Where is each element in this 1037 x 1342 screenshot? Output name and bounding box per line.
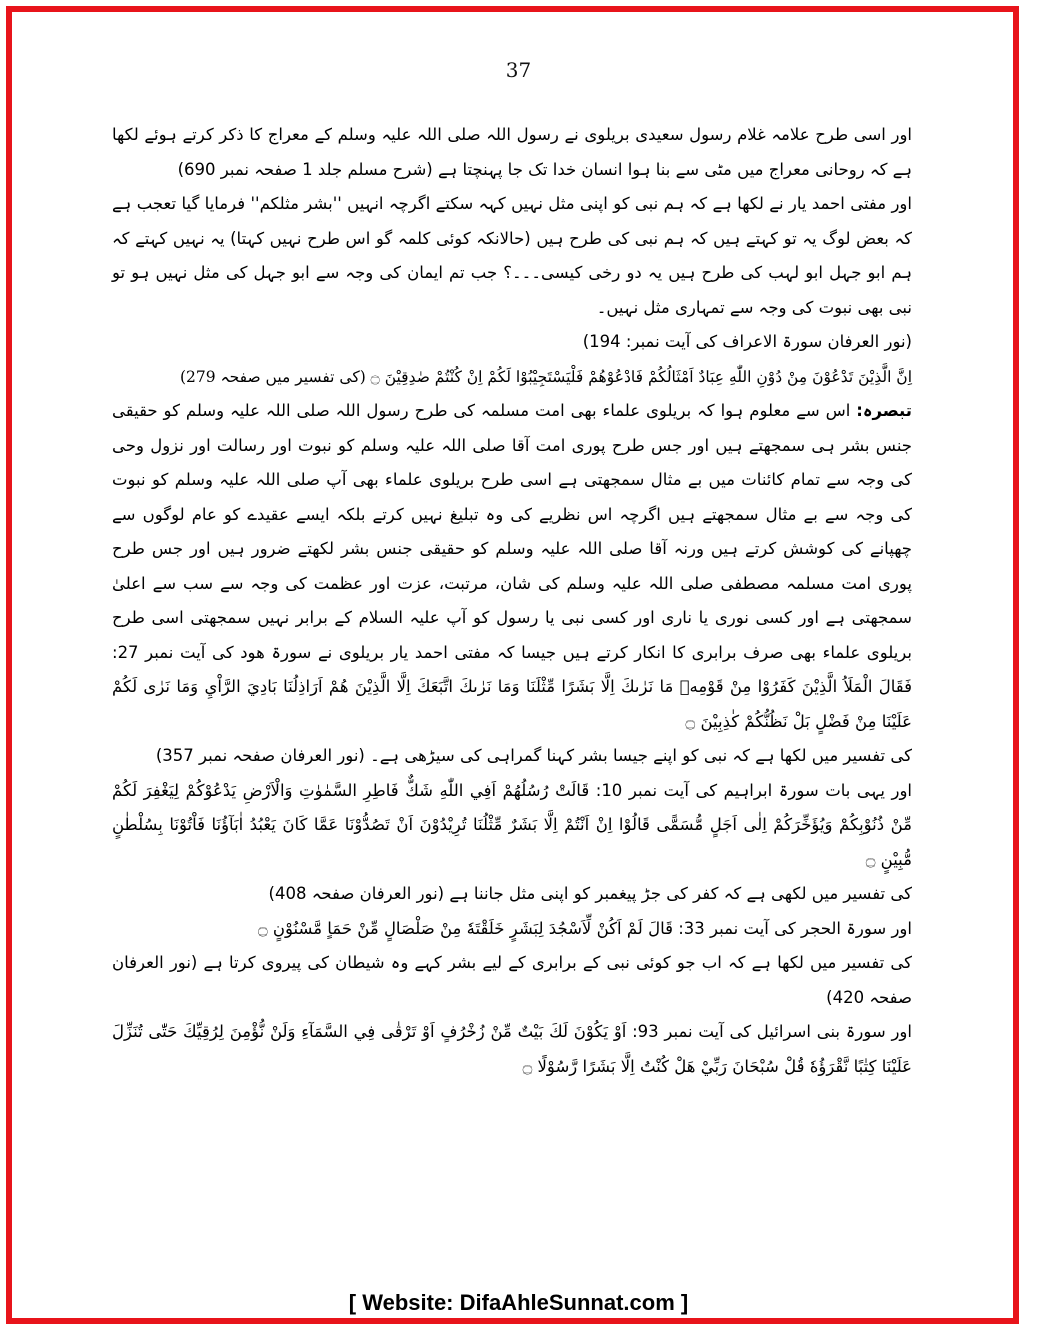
website-footer: [ Website: DifaAhleSunnat.com ] [348, 1290, 689, 1315]
page-number: 37 [505, 58, 532, 82]
paragraph-hijr-33: اور سورۃ الحجر کی آیت نمبر 33: قَالَ لَمْ اَكُنْ لِّاَسْجُدَ لِبَشَرٍ خَلَقْتَهٗ مِنْ صَلْصَالٍ مِّنْ حَمَاٍ مَّسْنُوْنٍ ۝ [257, 918, 912, 938]
commentary-text: اس سے معلوم ہوا کہ بریلوی علماء بھی امت مسلمہ کی طرح رسول اللہ صلی اللہ علیہ وسلم کو حقیقی جنس بشر ہی سمجھتے ہیں اور جس طرح پوری امت آقا صلی اللہ علیہ وسلم کو نبوت اور رسالت اور نزول وحی کی وجہ سے تمام کائنات میں بے مثال سمجھتی ہے اسی طرح بریلوی علماء بھی آپ صلی اللہ علیہ وسلم کو نبوت کی وجہ سے بے مثال سمجھتے ہیں اگرچہ اس نظریے کی وہ تبلیغ نہیں کرتے بلکہ ایسے عقیدے کو عام لوگوں سے چھپانے کی کوشش کرتے ہیں ورنہ آقا صلی اللہ علیہ وسلم کو حقیقی جنس بشر لکھتے ضرور ہیں اور جس طرح پوری امت مسلمہ مصطفی صلی اللہ علیہ وسلم کی شان، مرتبت، عزت اور عظمت کی وجہ سے سب سے اعلیٰ سمجھتی ہے اور کسی نوری یا ناری اور کسی نبی یا رسول کو آپ علیہ السلام کے برابر نہیں سمجھتی اسی طرح بریلوی علماء بھی صرف برابری کا انکار کرتے ہیں جیسا کہ مفتی احمد یار بریلوی نے سورۃ ھود کی آیت نمبر 27: فَقَالَ الْمَلَاُ الَّذِيْنَ كَفَرُوْا مِنْ قَوْمِهٖ مَا نَرٰىكَ اِلَّا بَشَرًا مِّثْلَنَا وَمَا نَرٰىكَ اتَّبَعَكَ اِلَّا الَّذِيْنَ هُمْ اَرَاذِلُنَا بَادِيَ الرَّاْيِ وَمَا نَرٰى لَكُمْ عَلَيْنَا مِنْ فَضْلٍ بَلْ نَظُنُّكُمْ كٰذِبِيْنَ ۝ [112, 401, 912, 731]
paragraph-commentary [112, 394, 912, 739]
paragraph-bani-israil-93: اور سورۃ بنی اسرائیل کی آیت نمبر 93: اَوْ يَكُوْنَ لَكَ بَيْتٌ مِّنْ زُخْرُفٍ اَوْ تَرْقٰى فِي السَّمَآءِ وَلَنْ نُّؤْمِنَ لِرُقِيِّكَ حَتّٰى تُنَزِّلَ عَلَيْنَا كِتٰبًا نَّقْرَؤُهٗ قُلْ سُبْحَانَ رَبِّيْ هَلْ كُنْتُ اِلَّا بَشَرًا رَّسُوْلًا ۝ [112, 1022, 912, 1076]
verse-araf-194: اِنَّ الَّذِيْنَ تَدْعُوْنَ مِنْ دُوْنِ اللّٰهِ عِبَادٌ اَمْثَالُكُمْ فَادْعُوْهُمْ فَلْيَسْتَجِيْبُوْا لَكُمْ اِنْ كُنْتُمْ صٰدِقِيْنَ ۝ (کی تفسیر میں صفحہ 279) [179, 367, 912, 386]
document-body [112, 118, 912, 1084]
paragraph-saeedi: اور اسی طرح علامہ غلام رسول سعیدی بریلوی نے رسول اللہ صلی اللہ علیہ وسلم کے معراج کا ذکر کرتے ہوئے لکھا ہے کہ روحانی معراج میں مٹی سے بنا ہوا انسان خدا تک جا پہنچتا ہے (شرح مسلم جلد 1 صفحہ نمبر 690) [112, 125, 912, 179]
paragraph-tafseer-420: کی تفسیر میں لکھا ہے کہ اب جو کوئی نبی کے برابری کے لیے بشر کہے وہ شیطان کی پیروی کرتا ہے (نور العرفان صفحہ 420) [112, 953, 912, 1007]
citation-noor-ul-irfan-araf: (نور العرفان سورۃ الاعراف کی آیت نمبر: 194) [582, 332, 912, 351]
paragraph-mufti-ahmad-yar: اور مفتی احمد یار نے لکھا ہے کہ ہم نبی کو اپنی مثل نہیں کہہ سکتے اگرچہ انہیں ''بشر مثلکم'' فرمایا گیا تعجب ہے کہ بعض لوگ یہ تو کہتے ہیں کہ ہم نبی کی طرح ہیں (حالانکہ کوئی کلمہ گو اس طرح نہیں کہتا) یہ نہیں کہتے کہ ہم ابو جہل ابو لہب کی طرح ہیں یہ دو رخی کیسی۔۔۔؟ جب تم ایمان کی وجہ سے ابو جہل کی مثل نہیں ہو تو نبی بھی نبوت کی وجہ سے تمہاری مثل نہیں۔ [112, 194, 912, 317]
paragraph-tafseer-357: کی تفسیر میں لکھا ہے کہ نبی کو اپنے جیسا بشر کہنا گمراہی کی سیڑھی ہے۔ (نور العرفان صفحہ نمبر 357) [155, 746, 912, 765]
commentary-label: تبصرہ: [856, 401, 912, 420]
paragraph-tafseer-408: کی تفسیر میں لکھی ہے کہ کفر کی جڑ پیغمبر کو اپنی مثل جاننا ہے (نور العرفان صفحہ 408) [268, 884, 912, 903]
paragraph-ibrahim-10: اور یہی بات سورۃ ابراہیم کی آیت نمبر 10: قَالَتْ رُسُلُهُمْ اَفِي اللّٰهِ شَكٌّ فَاطِرِ السَّمٰوٰتِ وَالْاَرْضِ يَدْعُوْكُمْ لِيَغْفِرَ لَكُمْ مِّنْ ذُنُوْبِكُمْ وَيُؤَخِّرَكُمْ اِلٰى اَجَلٍ مُّسَمًّى قَالُوْا اِنْ اَنْتُمْ اِلَّا بَشَرٌ مِّثْلُنَا تُرِيْدُوْنَ اَنْ تَصُدُّوْنَا عَمَّا كَانَ يَعْبُدُ اٰبَآؤُنَا فَاْتُوْنَا بِسُلْطٰنٍ مُّبِيْنٍ ۝ [112, 780, 912, 869]
